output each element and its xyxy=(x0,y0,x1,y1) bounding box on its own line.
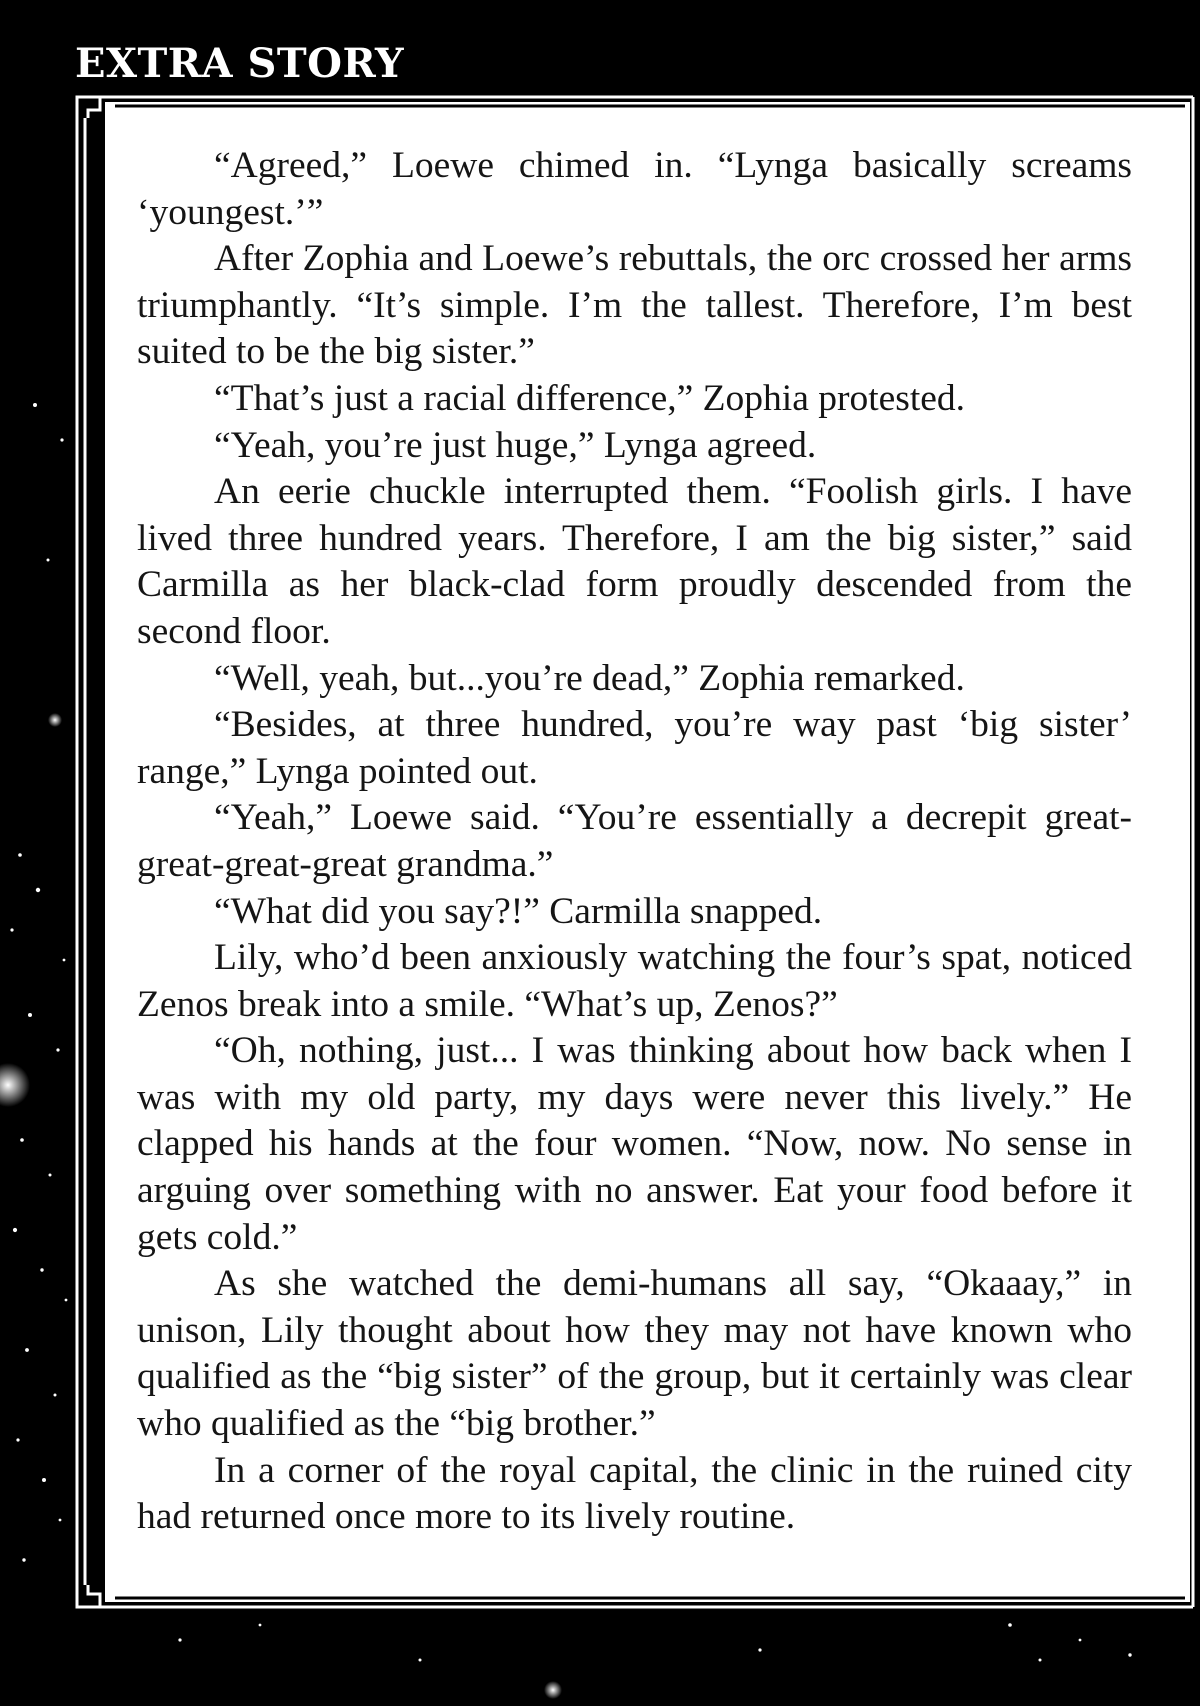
section-header: EXTRA STORY xyxy=(75,40,405,87)
paragraph: “Yeah,” Loewe said. “You’re essentially a decrepit great-great-great-great grandma.” xyxy=(137,797,1132,885)
paragraph: After Zophia and Loewe’s rebuttals, the orc crossed her arms triumphantly. “It’s simple. I’m the tallest. Therefore, I’m best suited to be the big sister.” xyxy=(137,238,1132,373)
paragraph: In a corner of the royal capital, the clinic in the ruined city had returned once more to its lively routine. xyxy=(137,1449,1132,1538)
paragraph: “Besides, at three hundred, you’re way past ‘big sister’ range,” Lynga pointed out. xyxy=(137,704,1132,792)
paragraph: “Oh, nothing, just... I was thinking about how back when I was with my old party, my days were never this lively.” He clapped his hands at the four women. “Now, now. No sense in arguing over something with no answer. Eat your food before it gets cold.” xyxy=(137,1030,1132,1258)
paragraph: “That’s just a racial difference,” Zophia protested. xyxy=(214,377,966,419)
paragraph: “Well, yeah, but...you’re dead,” Zophia remarked. xyxy=(214,657,965,699)
paragraph: An eerie chuckle interrupted them. “Foolish girls. I have lived three hundred years. Therefore, I am the big sister,” said Carmilla as her black-clad form proudly descended from the second floor. xyxy=(137,471,1132,652)
paragraph: As she watched the demi-humans all say, “Okaaay,” in unison, Lily thought about how they may not have known who qualified as the “big sister” of the group, but it certainly was clear who qualified as the “big brother.” xyxy=(137,1263,1132,1445)
paragraph: “Agreed,” Loewe chimed in. “Lynga basically screams ‘youngest.’” xyxy=(137,145,1132,233)
paragraph: “Yeah, you’re just huge,” Lynga agreed. xyxy=(214,424,817,466)
story-text xyxy=(137,143,1132,1541)
paragraph: “What did you say?!” Carmilla snapped. xyxy=(214,890,823,932)
paragraph: Lily, who’d been anxiously watching the four’s spat, noticed Zenos break into a smile. “What’s up, Zenos?” xyxy=(137,937,1132,1025)
